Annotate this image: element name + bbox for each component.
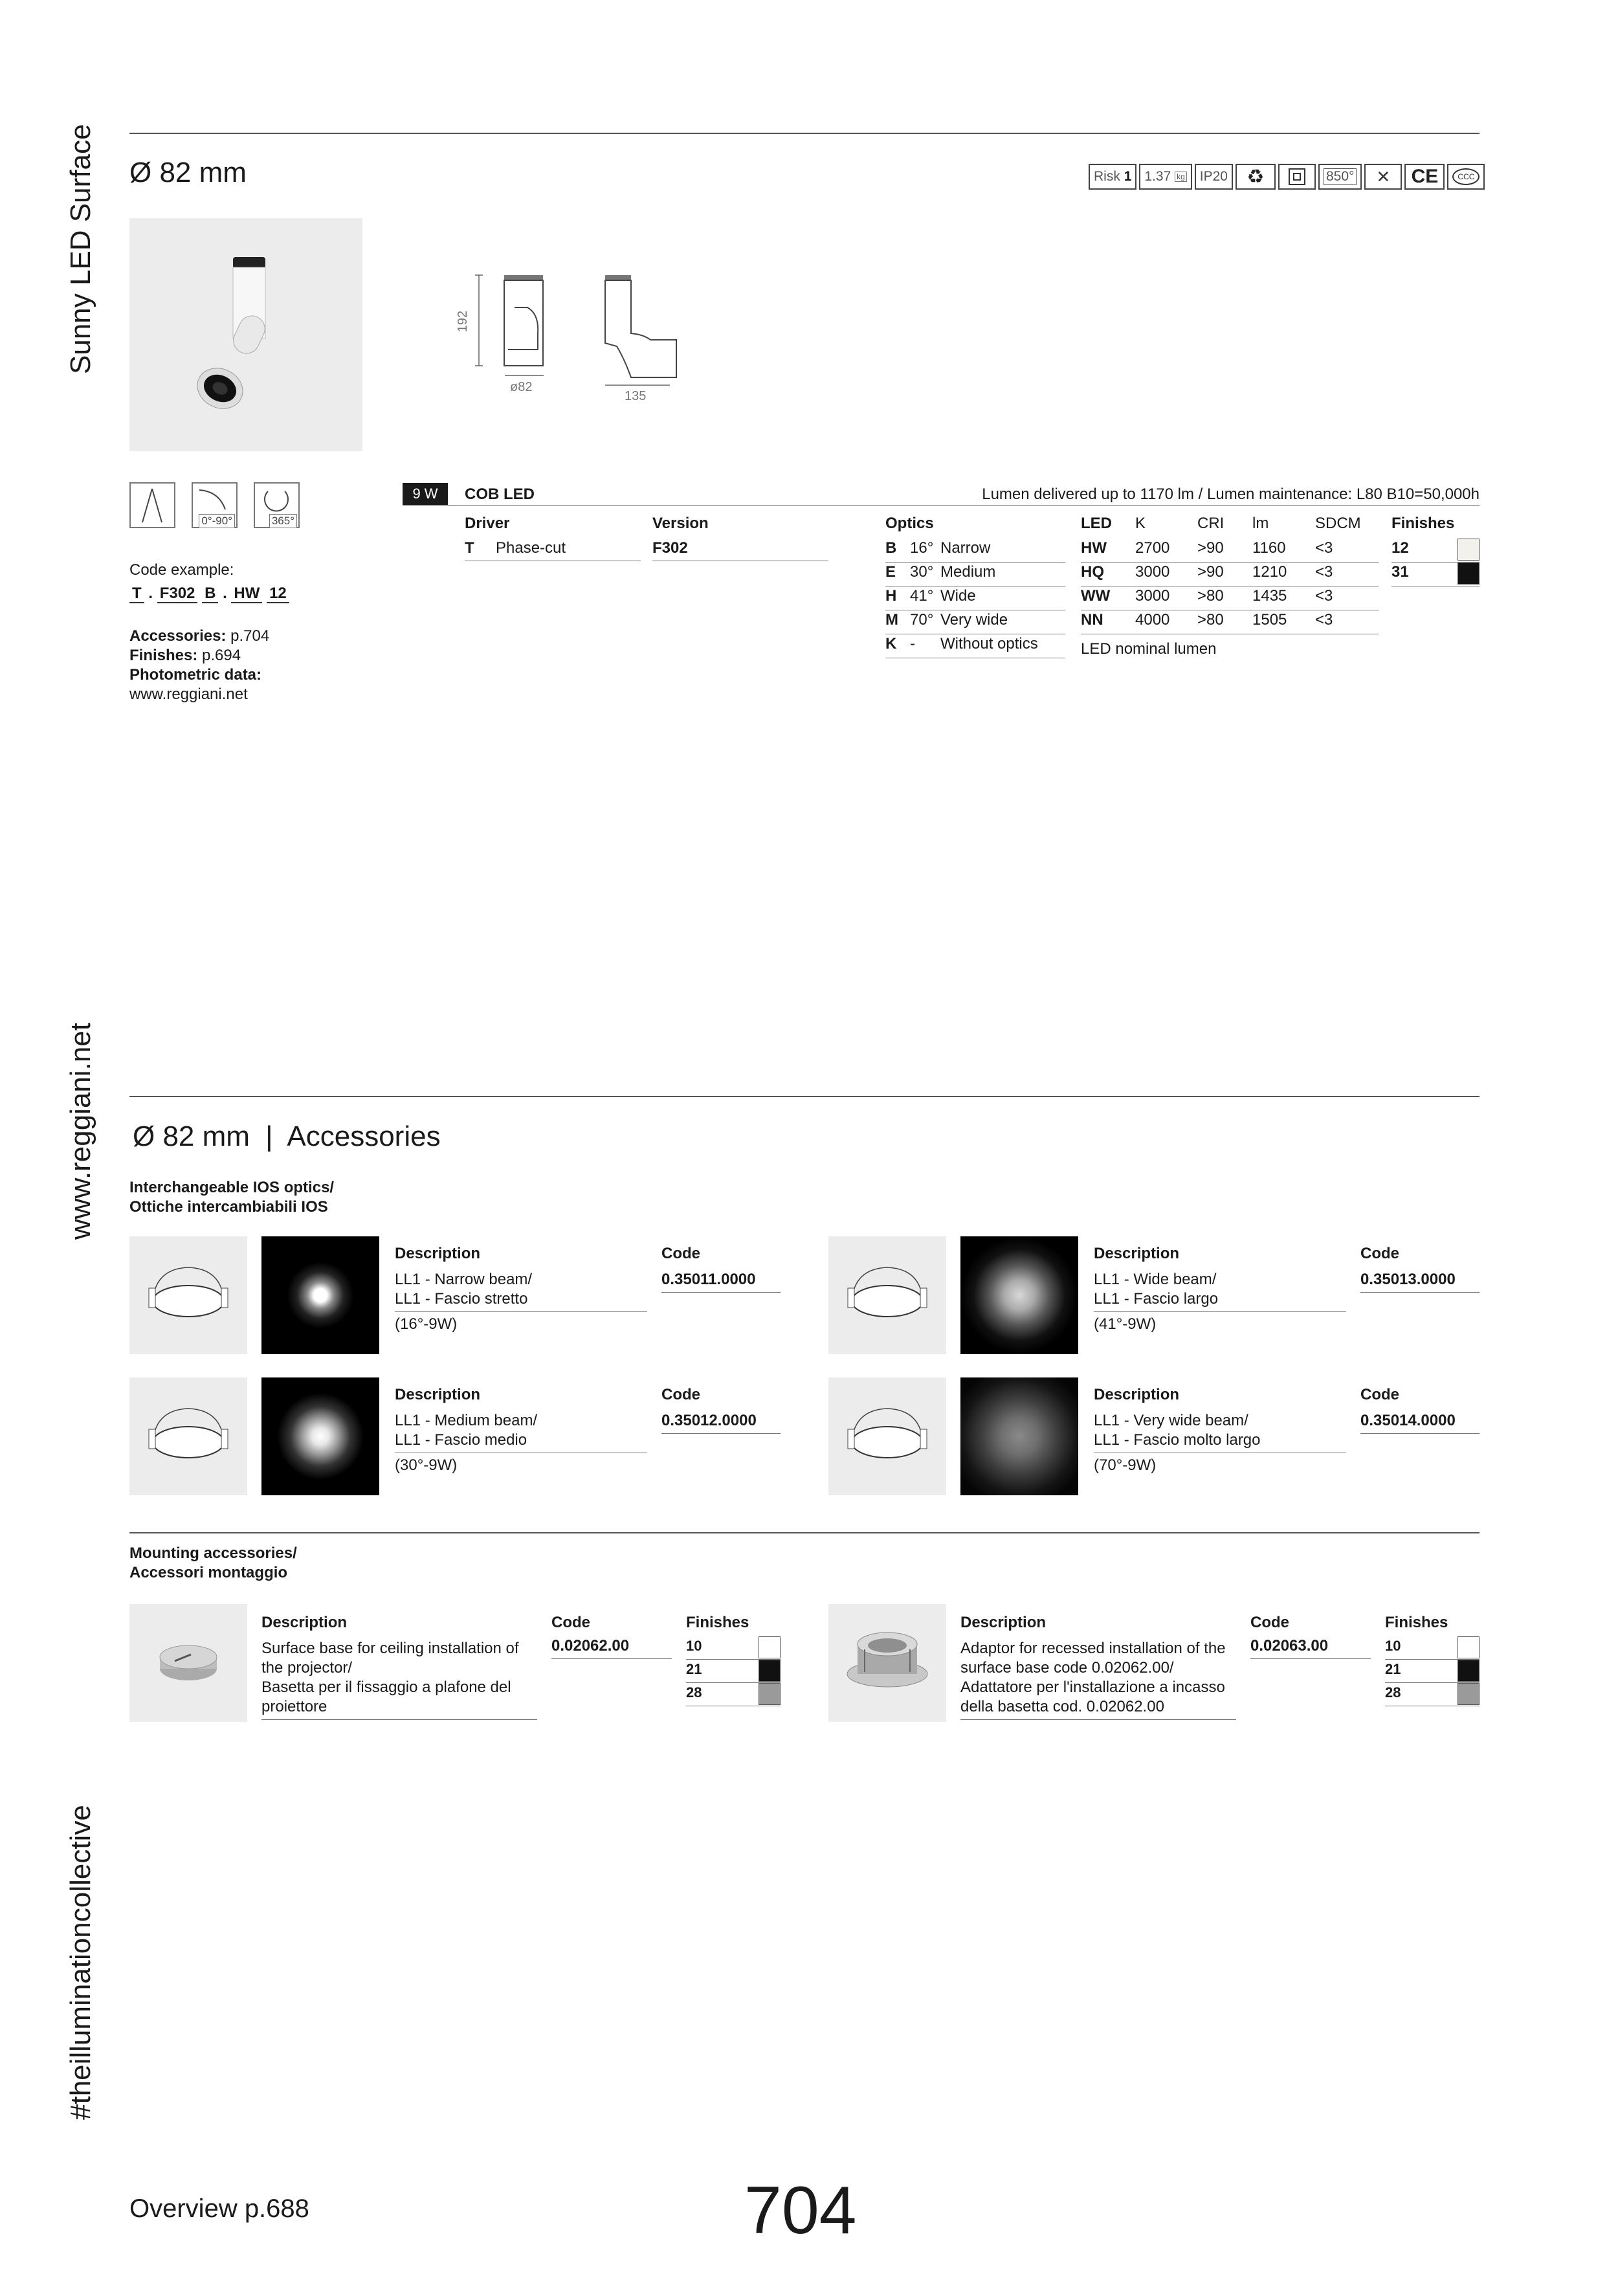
- optic-code: E: [885, 563, 896, 581]
- accessories-rule: [129, 1096, 1479, 1097]
- lumen-note: Lumen delivered up to 1170 lm / Lumen maintenance: L80 B10=50,000h: [982, 485, 1479, 503]
- recycle-icon: ♻: [1236, 164, 1276, 190]
- optic-angle: -: [910, 635, 915, 652]
- dimension-drawing: [456, 262, 689, 411]
- code-example-label: Code example:: [129, 561, 234, 579]
- accessories-label: Accessories: [287, 1120, 441, 1152]
- version-header: Version: [652, 515, 709, 532]
- led-code: HW: [1081, 539, 1107, 557]
- page-number: 704: [744, 2173, 857, 2248]
- led-note: LED nominal lumen: [1081, 640, 1217, 658]
- optic-lens-image: [828, 1377, 946, 1495]
- wattage-value: 9 W: [412, 485, 438, 502]
- led-table-header: [1081, 514, 1379, 533]
- led-lm: 1210: [1252, 563, 1287, 581]
- optic-name: Narrow: [940, 539, 991, 557]
- optic-desc-header: Description: [395, 1245, 481, 1262]
- led-cri: >90: [1197, 563, 1224, 581]
- finishes-header: Finishes: [1391, 515, 1455, 532]
- optic-desc-line: LL1 - Wide beam/: [1094, 1271, 1217, 1288]
- optic-row[interactable]: [885, 563, 1065, 586]
- mounting-desc-line: Adattatore per l'installazione a incasso: [960, 1678, 1225, 1696]
- finish-code: 10: [686, 1638, 702, 1654]
- driver-row[interactable]: [465, 539, 566, 558]
- mounting-code[interactable]: 0.02063.00: [1250, 1636, 1371, 1659]
- finish-swatch: [1457, 1683, 1479, 1705]
- led-k: 3000: [1135, 563, 1170, 581]
- cri-col-header: CRI: [1197, 515, 1225, 532]
- rotate-icon: [254, 482, 300, 528]
- product-photo: [129, 218, 362, 451]
- mounting-section-heading: [129, 1544, 297, 1583]
- finish-row[interactable]: [1385, 1660, 1479, 1683]
- optic-code: B: [885, 539, 897, 557]
- finish-code: 28: [686, 1684, 702, 1700]
- optic-row[interactable]: [885, 610, 1065, 634]
- mounting-code[interactable]: 0.02062.00: [551, 1636, 672, 1659]
- finish-swatch: [759, 1683, 781, 1705]
- optic-code-header: Code: [1360, 1245, 1399, 1262]
- tilt-icon: [192, 482, 238, 528]
- rotate-label: 365°: [269, 514, 297, 528]
- mounting-desc-line: the projector/: [261, 1659, 353, 1677]
- optic-angle: 70°: [910, 611, 934, 629]
- led-lm: 1435: [1252, 587, 1287, 605]
- optic-code-header: Code: [1360, 1386, 1399, 1403]
- led-cri: >80: [1197, 611, 1224, 629]
- optic-desc-line: LL1 - Narrow beam/: [395, 1271, 533, 1288]
- finishes-page[interactable]: p.694: [202, 647, 241, 664]
- finish-swatch: [1457, 1636, 1479, 1658]
- finish-row[interactable]: [686, 1636, 781, 1660]
- height-dimension: 192: [456, 310, 471, 333]
- weight-badge: 1.37 kg: [1139, 164, 1191, 190]
- mounting-desc-header: Description: [261, 1614, 348, 1631]
- lm-col-header: lm: [1252, 515, 1269, 532]
- technical-drawing: [456, 262, 689, 411]
- beam-icon: [129, 482, 175, 528]
- led-table: [1081, 539, 1379, 659]
- photometric-label: Photometric data:: [129, 666, 262, 684]
- depth-dimension: 135: [625, 389, 647, 403]
- optic-row[interactable]: [885, 586, 1065, 610]
- heading-it: Ottiche intercambiabili IOS: [129, 1198, 328, 1216]
- optic-desc: [1094, 1411, 1346, 1475]
- finish-code: 10: [1385, 1638, 1401, 1654]
- led-lm: 1160: [1252, 539, 1286, 557]
- code-part-version: F302: [157, 585, 198, 603]
- mounting-desc-header: Description: [960, 1614, 1047, 1631]
- finish-row[interactable]: [686, 1683, 781, 1706]
- optic-code-header: Code: [661, 1245, 700, 1262]
- optic-lens-image: [129, 1236, 247, 1354]
- ip-badge: IP20: [1195, 164, 1233, 190]
- optic-row[interactable]: [885, 634, 1065, 658]
- optic-desc-line: LL1 - Fascio stretto: [395, 1289, 647, 1312]
- finish-row[interactable]: [686, 1660, 781, 1683]
- led-col-header: LED: [1081, 515, 1112, 532]
- mounting-rule: [129, 1532, 1479, 1533]
- accessories-label: Accessories:: [129, 627, 227, 645]
- finish-swatch: [1457, 1660, 1479, 1682]
- heading-en: Mounting accessories/: [129, 1544, 297, 1562]
- optic-desc-header: Description: [1094, 1386, 1180, 1403]
- driver-name: Phase-cut: [496, 539, 566, 557]
- finish-swatch: [759, 1660, 781, 1682]
- finish-row[interactable]: [1391, 539, 1479, 563]
- risk-badge: Risk 1: [1089, 164, 1136, 190]
- overview-link[interactable]: Overview p.688: [129, 2194, 309, 2223]
- optics-header: Optics: [885, 515, 934, 532]
- led-cri: >80: [1197, 587, 1224, 605]
- sidebar-website[interactable]: www.reggiani.net: [65, 1022, 96, 1240]
- led-row[interactable]: [1081, 586, 1379, 610]
- optic-code[interactable]: 0.35014.0000: [1360, 1411, 1479, 1434]
- optic-lens-image: [828, 1236, 946, 1354]
- led-sdcm: <3: [1315, 563, 1333, 581]
- top-rule: [129, 133, 1479, 134]
- no-bin-icon: ✕: [1364, 164, 1402, 190]
- optic-note: (41°-9W): [1094, 1315, 1157, 1333]
- finish-row[interactable]: [1385, 1683, 1479, 1706]
- led-sdcm: <3: [1315, 539, 1333, 557]
- led-k: 2700: [1135, 539, 1170, 557]
- diameter-dimension: ø82: [510, 380, 533, 394]
- version-code[interactable]: F302: [652, 539, 688, 557]
- finish-code: 21: [686, 1661, 702, 1677]
- mounting-desc-line: proiettore: [261, 1698, 327, 1715]
- accessories-page[interactable]: p.704: [230, 627, 270, 645]
- tilt-label: 0°-90°: [199, 514, 235, 528]
- finish-swatch: [759, 1636, 781, 1658]
- optic-note: (30°-9W): [395, 1456, 458, 1474]
- finish-code: 21: [1385, 1661, 1401, 1677]
- led-row[interactable]: [1081, 563, 1379, 586]
- led-code: HQ: [1081, 563, 1104, 581]
- beam-narrow-image: [261, 1236, 379, 1354]
- code-example: [129, 584, 289, 603]
- code-sep: .: [223, 585, 227, 602]
- optic-code[interactable]: 0.35013.0000: [1360, 1270, 1479, 1293]
- sidebar-hashtag: #theilluminationcollective: [65, 1805, 96, 2120]
- optic-desc-header: Description: [395, 1386, 481, 1403]
- optic-code[interactable]: 0.35011.0000: [661, 1270, 781, 1293]
- mounting-desc-line: Surface base for ceiling installation of: [261, 1640, 519, 1657]
- finish-code: 12: [1391, 539, 1409, 557]
- code-part-finish: 12: [267, 585, 289, 603]
- spec-rule: [403, 505, 1479, 506]
- mounting-finish-table: [686, 1636, 781, 1706]
- optic-angle: 41°: [910, 587, 934, 605]
- code-part-optic: B: [202, 585, 218, 603]
- mounting-code-header: Code: [551, 1614, 590, 1631]
- mounting-desc-line: surface base code 0.02062.00/: [960, 1659, 1174, 1677]
- optic-angle: 30°: [910, 563, 934, 581]
- optic-code: M: [885, 611, 898, 629]
- cert-strip: [1086, 164, 1485, 190]
- optic-code: H: [885, 587, 897, 605]
- mounting-desc-line: Adaptor for recessed installation of the: [960, 1640, 1226, 1657]
- finish-swatch: [1457, 539, 1479, 561]
- beam-medium-image: [261, 1377, 379, 1495]
- optic-angle: 16°: [910, 539, 934, 557]
- optic-desc: [1094, 1270, 1346, 1334]
- optic-desc-header: Description: [1094, 1245, 1180, 1262]
- photometric-link[interactable]: www.reggiani.net: [129, 685, 248, 703]
- mounting-desc: [261, 1639, 537, 1720]
- optics-section-heading: [129, 1178, 334, 1217]
- optic-code-header: Code: [661, 1386, 700, 1403]
- optic-desc-line: LL1 - Fascio largo: [1094, 1289, 1346, 1312]
- optic-code[interactable]: 0.35012.0000: [661, 1411, 781, 1434]
- finish-swatch: [1457, 563, 1479, 585]
- finish-row[interactable]: [1391, 563, 1479, 586]
- optic-desc-line: LL1 - Medium beam/: [395, 1412, 538, 1429]
- code-part-led: HW: [231, 585, 262, 603]
- optic-desc-line: LL1 - Very wide beam/: [1094, 1412, 1248, 1429]
- recessed-adaptor-image: [828, 1604, 946, 1722]
- beam-wide-image: [960, 1236, 1078, 1354]
- finish-table: [1391, 539, 1479, 586]
- accessories-size: Ø 82 mm: [133, 1120, 250, 1152]
- optic-name: Wide: [940, 587, 976, 605]
- optic-desc: [395, 1270, 647, 1334]
- temp-badge: 850°: [1318, 164, 1362, 190]
- led-code: NN: [1081, 611, 1103, 629]
- optic-row[interactable]: [885, 539, 1065, 563]
- heading-it: Accessori montaggio: [129, 1564, 288, 1581]
- led-k: 3000: [1135, 587, 1170, 605]
- finish-code: 28: [1385, 1684, 1401, 1700]
- ce-mark-icon: CE: [1404, 164, 1445, 190]
- led-row[interactable]: [1081, 610, 1379, 634]
- optics-table: [885, 539, 1065, 658]
- surface-base-image: [129, 1604, 247, 1722]
- mounting-finishes-header: Finishes: [1385, 1614, 1448, 1631]
- page-title: Ø 82 mm: [129, 157, 247, 188]
- mounting-finish-table: [1385, 1636, 1479, 1706]
- optic-desc-line: LL1 - Fascio molto largo: [1094, 1431, 1346, 1453]
- led-row[interactable]: [1081, 539, 1379, 563]
- mounting-desc-line: Basetta per il fissaggio a plafone del: [261, 1678, 511, 1696]
- class-two-icon: [1278, 164, 1316, 190]
- k-col-header: K: [1135, 515, 1146, 532]
- optic-desc-line: LL1 - Fascio medio: [395, 1431, 647, 1453]
- accessories-title: Ø 82 mm | Accessories: [133, 1120, 441, 1152]
- references: [129, 627, 269, 704]
- heading-en: Interchangeable IOS optics/: [129, 1179, 335, 1196]
- sidebar-category: Sunny LED Surface: [65, 124, 96, 374]
- optic-note: (16°-9W): [395, 1315, 458, 1333]
- spotlight-image: [129, 218, 362, 451]
- wattage-badge: [403, 483, 448, 505]
- mounting-finishes-header: Finishes: [686, 1614, 749, 1631]
- optic-name: Without optics: [940, 635, 1038, 652]
- finish-code: 31: [1391, 563, 1409, 581]
- led-cri: >90: [1197, 539, 1224, 557]
- led-type: COB LED: [465, 485, 535, 503]
- finishes-label: Finishes:: [129, 647, 198, 664]
- optic-name: Very wide: [940, 611, 1008, 629]
- led-k: 4000: [1135, 611, 1170, 629]
- mounting-code-header: Code: [1250, 1614, 1289, 1631]
- ccc-mark-icon: CCC: [1447, 164, 1485, 190]
- optic-note: (70°-9W): [1094, 1456, 1157, 1474]
- mounting-desc: [960, 1639, 1236, 1720]
- led-sdcm: <3: [1315, 587, 1333, 605]
- optic-desc: [395, 1411, 647, 1475]
- code-sep: .: [148, 585, 153, 602]
- led-lm: 1505: [1252, 611, 1287, 629]
- driver-header: Driver: [465, 515, 510, 532]
- optic-code: K: [885, 635, 897, 652]
- code-part-driver: T: [129, 585, 144, 603]
- driver-code: T: [465, 539, 474, 557]
- mounting-desc-line: della basetta cod. 0.02062.00: [960, 1698, 1164, 1715]
- led-code: WW: [1081, 587, 1111, 605]
- optic-lens-image: [129, 1377, 247, 1495]
- finish-row[interactable]: [1385, 1636, 1479, 1660]
- led-sdcm: <3: [1315, 611, 1333, 629]
- sdcm-col-header: SDCM: [1315, 515, 1361, 532]
- beam-very-wide-image: [960, 1377, 1078, 1495]
- optic-name: Medium: [940, 563, 996, 581]
